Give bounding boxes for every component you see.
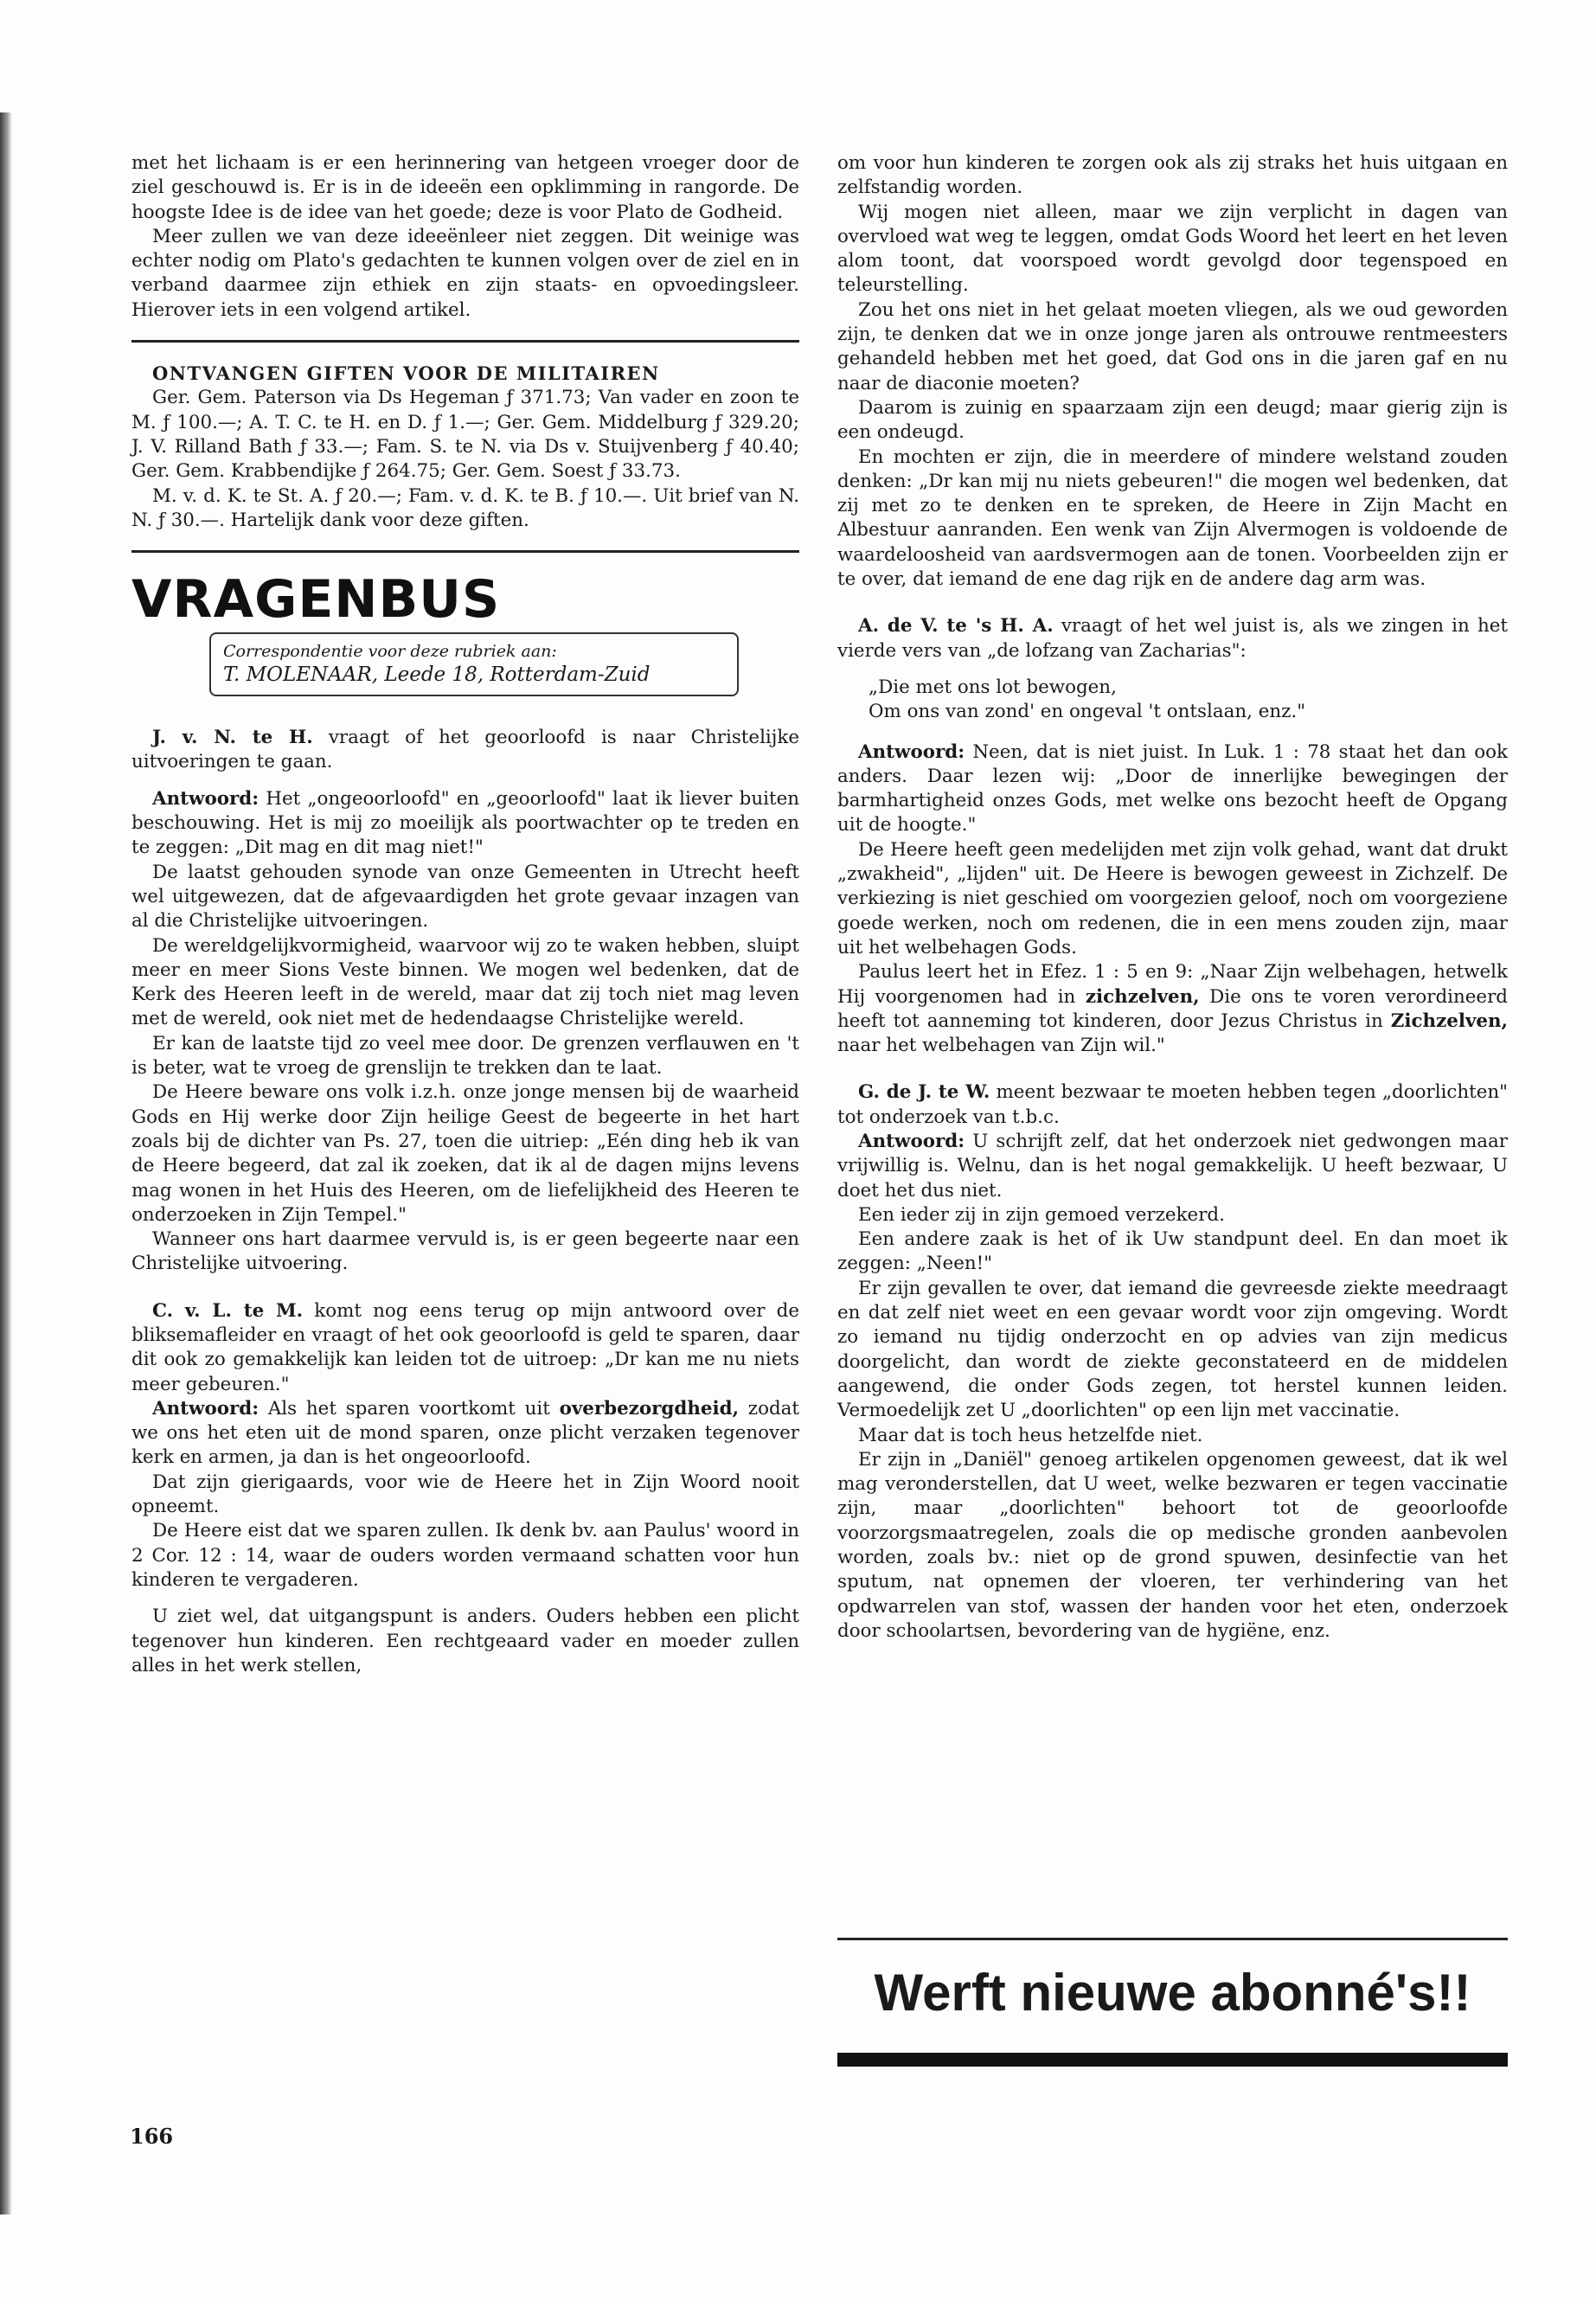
answer-text: U schrijft zelf, dat het onderzoek niet gedwongen maar vrijwillig is. Welnu, dan is het nogal gemakkelijk. U heeft bezwaar, U doet het dus niet.	[837, 1130, 1508, 1202]
answer-paragraph: om voor hun kinderen te zorgen ook als zij straks het huis uitgaan en zelfstandig worden.	[837, 152, 1508, 199]
subscription-slogan: Werft nieuwe abonné's!!	[874, 1964, 1471, 2022]
question-text: komt nog eens terug op mijn antwoord over de bliksemafleider en vraagt of het ook geoorloofd is geld te sparen, daar dit ook zo gemakkelijk kan leiden tot de uitroep: „Dr kan me nu niets meer gebeuren."	[131, 1299, 799, 1395]
answer-text: Die ons te voren verordineerd heeft tot aanneming tot kinderen, door Jezus Christus in	[837, 985, 1508, 1032]
answer-paragraph: De Heere beware ons volk i.z.h. onze jonge mensen bij de waarheid Gods en Hij werke door Zijn heilige Geest de begeerte in het hart zoals bij de dichter van Ps. 27, toen die uitriep: „Eén ding heb ik van de Heere begeerd, dat zal ik zoeken, dat ik al de dagen mijns levens mag wonen in het Huis des Heeren, om de liefelijkheid des Heeren te onderzoeken in Zijn Tempel."	[131, 1081, 799, 1226]
giften-paragraph: Ger. Gem. Paterson via Ds Hegeman ƒ 371.73; Van vader en zoon te M. ƒ 100.—; A. T. C. te H. en D. ƒ 1.—; Ger. Gem. Middelburg ƒ 329.20; J. V. Rilland Bath ƒ 33.—; Fam. S. te N. via Ds v. Stuijvenberg ƒ 40.40; Ger. Gem. Krabbendijke ƒ 264.75; Ger. Gem. Soest ƒ 33.73.	[131, 387, 799, 483]
answer-label: Antwoord:	[152, 787, 260, 810]
subscription-banner	[837, 1938, 1508, 2067]
page-number: 166	[130, 2124, 174, 2149]
right-column	[837, 151, 1508, 1644]
banner-bar	[837, 2053, 1508, 2067]
question-text: vraagt of het geoorloofd is naar Christelijke uitvoeringen te gaan.	[131, 727, 799, 773]
question-sender: C. v. L. te M.	[152, 1299, 304, 1322]
question-1	[131, 726, 799, 775]
section-divider	[131, 340, 799, 343]
answer-text: naar het welbehagen van Zijn wil."	[837, 1035, 1165, 1057]
answer-emphasis: zichzelven,	[1085, 985, 1200, 1008]
answer-paragraph: Een ieder zij in zijn gemoed verzekerd.	[858, 1203, 1225, 1226]
question-text: meent bezwaar te moeten hebben tegen „doorlichten" tot onderzoek van t.b.c.	[837, 1081, 1509, 1128]
answer-text: Neen, dat is niet juist. In Luk. 1 : 78 staat het dan ook anders. Daar lezen wij: „Door de innerlijke bewegingen der barmhartigheid onzes Gods, met welke ons bezocht heeft de Opgang uit de hoogte."	[837, 740, 1508, 836]
correspondence-box	[209, 632, 739, 696]
answer-text: Het „ongeoorloofd" en „geoorloofd" laat ik liever buiten beschouwing. Het is mij zo moeilijk als poortwachter op te treden en te zeggen: „Dit mag en dit mag niet!"	[131, 787, 799, 859]
section-divider	[131, 550, 799, 553]
answer-paragraph	[837, 960, 1508, 1058]
answer-paragraph: De Heere eist dat we sparen zullen. Ik denk bv. aan Paulus' woord in 2 Cor. 12 : 14, waar de ouders worden vermaand schatten voor hun kinderen te vergaderen.	[131, 1520, 799, 1591]
answer-2	[131, 1397, 799, 1471]
answer-paragraph: De laatst gehouden synode van onze Gemeenten in Utrecht heeft wel uitgewezen, dat de afgevaardigden het grote gevaar inzagen van al die Christelijke uitvoeringen.	[131, 861, 799, 933]
intro-paragraph: Meer zullen we van deze ideeënleer niet zeggen. Dit weinige was echter nodig om Plato's gedachten te kunnen volgen over de ziel en in verband daarmee zijn ethiek en zijn staats- en opvoedingsleer. Hierover iets in een volgend artikel.	[131, 225, 799, 321]
correspondence-address: T. MOLENAAR, Leede 18, Rotterdam-Zuid	[223, 663, 651, 687]
answer-paragraph: Zou het ons niet in het gelaat moeten vliegen, als we oud geworden zijn, te denken dat we in onze jonge jaren als ontrouwe rentmeesters gehandeld hebben met het goed, dat God ons in die jaren gaf en nu naar de diaconie moeten?	[837, 298, 1508, 394]
answer-emphasis: Zichzelven,	[1390, 1009, 1508, 1032]
giften-heading: ONTVANGEN GIFTEN VOOR DE MILITAIREN	[152, 362, 660, 385]
answer-text: Als het sparen voortkomt uit	[259, 1397, 560, 1420]
answer-paragraph: De Heere heeft geen medelijden met zijn volk gehad, want dat drukt „zwakheid", „lijden" uit. De Heere is bewogen geweest in Zichzelf. De verkiezing is niet geschied om voorgezien geloof, noch om voorgeziene goede werken, noch om redenen, die in een mens zouden zijn, maar uit het welbehagen Gods.	[837, 838, 1508, 958]
question-4	[837, 1080, 1508, 1130]
answer-text: zodat we ons het eten uit de mond sparen, onze plicht verzaken tegenover kerk en armen, ja dan is het ongeoorloofd.	[131, 1397, 799, 1469]
answer-label: Antwoord:	[858, 1130, 965, 1152]
question-text: vraagt of het wel juist is, als we zingen in het vierde vers van „de lofzang van Zacharias":	[837, 615, 1508, 662]
question-2	[131, 1299, 799, 1397]
verse-line: Om ons van zond' en ongeval 't ontslaan, enz."	[869, 701, 1306, 723]
question-3	[837, 614, 1508, 663]
answer-paragraph: De wereldgelijkvormigheid, waarvoor wij zo te waken hebben, sluipt meer en meer Sions Veste binnen. We mogen wel bedenken, dat de Kerk des Heeren leeft in de wereld, maar dat zij toch niet mag leven met de wereld, ook niet met de hedendaagse Christelijke wereld.	[131, 934, 799, 1030]
answer-label: Antwoord:	[152, 1397, 260, 1420]
answer-paragraph: Er zijn gevallen te over, dat iemand die gevreesde ziekte meedraagt en dat zelf niet weet en een gevaar wordt voor zijn omgeving. Wordt zo iemand nu tijdig onderzocht en op advies van zijn medicus doorgelicht, dan wordt de ziekte geconstateerd en de middelen aangewend, die onder Gods zegen, tot herstel kunnen leiden. Vermoedelijk zet U „doorlichten" op een lijn met vaccinatie.	[837, 1277, 1508, 1422]
answer-paragraph: Er kan de laatste tijd zo veel mee door. De grenzen verflauwen en 't is beter, wat te vroeg de grenslijn te trekken dan te laat.	[131, 1032, 799, 1080]
page-binding-shadow	[0, 112, 12, 2214]
answer-paragraph: Er zijn in „Daniël" genoeg artikelen opgenomen geweest, dat ik wel mag veronderstellen, dat U weet, welke bezwaren er tegen vaccinatie zijn, maar „doorlichten" behoort tot de geoorloofde voorzorgsmaatregelen, zoals die op medische gronden aanbevolen worden, zoals bv.: niet op de grond spuwen, desinfectie van het sputum, nat opnemen der vloeren, ter verhindering van het opdwarrelen van stof, wassen der handen voor het eten, onderzoek door schoolartsen, bevordering van de hygiëne, enz.	[837, 1448, 1508, 1642]
answer-paragraph: Wij mogen niet alleen, maar we zijn verplicht in dagen van overvloed wat weg te leggen, omdat Gods Woord het leert en het leven alom toont, dat voorspoed wordt gevolgd door tegenspoed en teleurstelling.	[837, 201, 1508, 297]
answer-paragraph: Daarom is zuinig en spaarzaam zijn een deugd; maar gierig zijn is een ondeugd.	[837, 396, 1508, 444]
verse-line: „Die met ons lot bewogen,	[869, 676, 1117, 698]
answer-emphasis: overbezorgdheid,	[559, 1397, 740, 1420]
question-sender: G. de J. te W.	[858, 1081, 990, 1104]
answer-3	[837, 740, 1508, 838]
vragenbus-heading: VRAGENBUS	[131, 569, 501, 631]
answer-text: Paulus leert het in Efez. 1 : 5 en 9: „Naar Zijn welbehagen, hetwelk Hij voorgenomen had in	[837, 961, 1508, 1008]
answer-paragraph: Wanneer ons hart daarmee vervuld is, is er geen begeerte naar een Christelijke uitvoering.	[131, 1228, 799, 1275]
question-sender: A. de V. te 's H. A.	[858, 615, 1054, 638]
answer-paragraph: En mochten er zijn, die in meerdere of mindere welstand zouden denken: „Dr kan mij nu niets gebeuren!" die mogen wel bedenken, dat zij met zo te denken en te spreken, de Heere in Zijn Macht en Albestuur aanranden. Een wenk van Zijn Alvermogen is voldoende de waardeloosheid van aardsvermogen aan de tonen. Voorbeelden zijn er te over, dat iemand de ene dag rijk en de andere dag arm was.	[837, 445, 1508, 591]
quoted-verse	[869, 676, 1508, 725]
answer-paragraph: U ziet wel, dat uitgangspunt is anders. Ouders hebben een plicht tegenover hun kinderen. Een rechtgeaard vader en moeder zullen alles in het werk stellen,	[131, 1606, 799, 1676]
answer-4	[837, 1130, 1508, 1203]
answer-paragraph: Maar dat is toch heus hetzelfde niet.	[858, 1424, 1203, 1446]
question-sender: J. v. N. te H.	[152, 727, 313, 749]
answer-paragraph: Een andere zaak is het of ik Uw standpunt deel. En dan moet ik zeggen: „Neen!"	[837, 1228, 1508, 1275]
giften-paragraph: M. v. d. K. te St. A. ƒ 20.—; Fam. v. d. K. te B. ƒ 10.—. Uit brief van N. N. ƒ 30.—. Hartelijk dank voor deze giften.	[131, 484, 799, 531]
left-column	[131, 151, 799, 1678]
correspondence-label: Correspondentie voor deze rubriek aan:	[223, 642, 557, 662]
answer-label: Antwoord:	[858, 740, 965, 763]
answer-1	[131, 787, 799, 861]
intro-paragraph: met het lichaam is er een herinnering van hetgeen vroeger door de ziel geschouwd is. Er is in de ideeën een opklimming in rangorde. De hoogste Idee is de idee van het goede; deze is voor Plato de Godheid.	[131, 152, 799, 223]
answer-paragraph: Dat zijn gierigaards, voor wie de Heere het in Zijn Woord nooit opneemt.	[131, 1471, 799, 1518]
